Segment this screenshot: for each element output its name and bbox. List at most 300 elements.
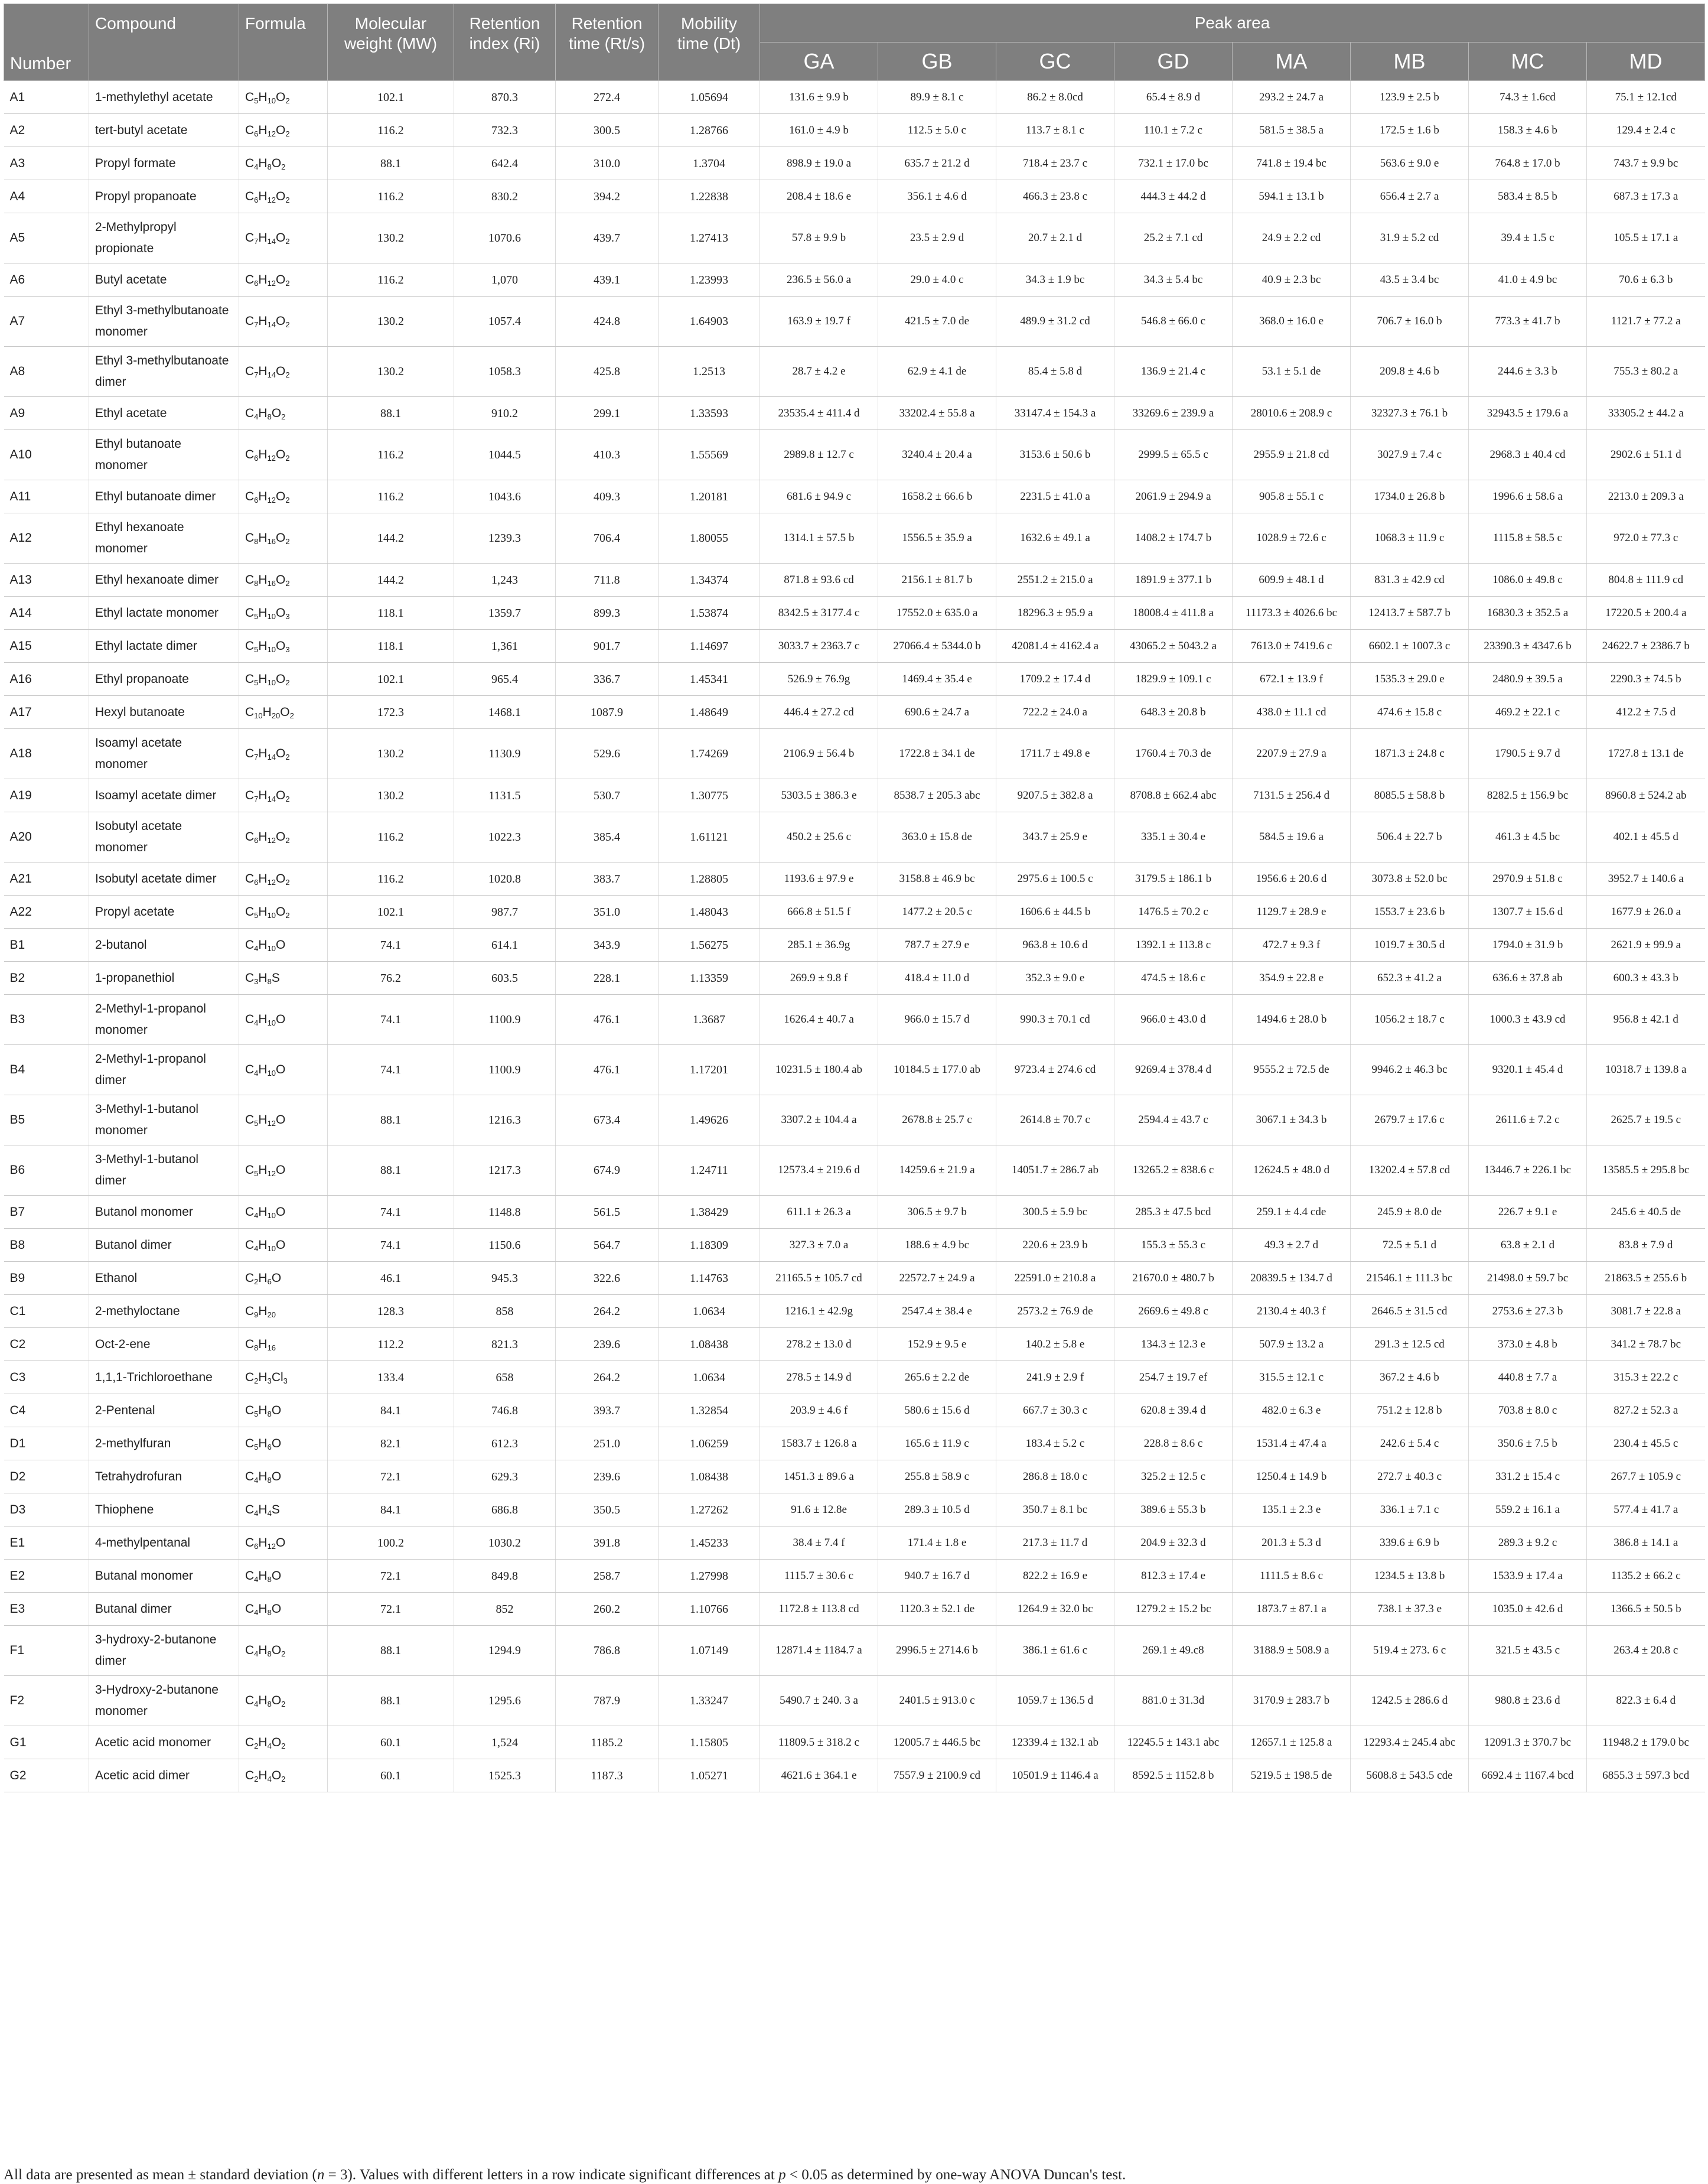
cell-dt: 1.07149 (659, 1626, 760, 1676)
cell-peak-gc: 1711.7 ± 49.8 e (996, 729, 1114, 779)
cell-peak-mb: 123.9 ± 2.5 b (1351, 81, 1469, 114)
cell-rt: 385.4 (556, 812, 659, 862)
cell-number: A22 (4, 896, 89, 929)
cell-rt: 711.8 (556, 564, 659, 597)
cell-peak-gb: 2996.5 ± 2714.6 b (878, 1626, 996, 1676)
cell-formula: $C_8H_{16}O_2$ (239, 513, 328, 564)
cell-peak-ga: 38.4 ± 7.4 f (760, 1526, 878, 1560)
cell-number: B5 (4, 1095, 89, 1145)
cell-formula: $C_6H_{12}O_2$ (239, 430, 328, 480)
cell-compound: Ethyl 3-methylbutanoate dimer (89, 347, 239, 397)
table-row (4, 180, 1705, 213)
cell-dt: 1.28766 (659, 114, 760, 147)
cell-peak-gd: 12245.5 ± 143.1 abc (1114, 1726, 1233, 1759)
cell-peak-gc: 9207.5 ± 382.8 a (996, 779, 1114, 812)
cell-peak-gb: 33202.4 ± 55.8 a (878, 397, 996, 430)
cell-ri: 1070.6 (454, 213, 556, 263)
cell-peak-gd: 1829.9 ± 109.1 c (1114, 663, 1233, 696)
cell-peak-gc: 718.4 ± 23.7 c (996, 147, 1114, 180)
cell-mw: 102.1 (328, 81, 454, 114)
cell-peak-ga: 208.4 ± 18.6 e (760, 180, 878, 213)
cell-peak-mb: 506.4 ± 22.7 b (1351, 812, 1469, 862)
cell-rt: 409.3 (556, 480, 659, 513)
cell-mw: 144.2 (328, 513, 454, 564)
table-row (4, 480, 1705, 513)
cell-peak-md: 24622.7 ± 2386.7 b (1587, 630, 1705, 663)
cell-peak-mc: 1533.9 ± 17.4 a (1469, 1560, 1587, 1593)
cell-peak-gc: 9723.4 ± 274.6 cd (996, 1045, 1114, 1095)
cell-peak-mb: 72.5 ± 5.1 d (1351, 1229, 1469, 1262)
cell-peak-mc: 158.3 ± 4.6 b (1469, 114, 1587, 147)
cell-peak-mc: 373.0 ± 4.8 b (1469, 1328, 1587, 1361)
cell-rt: 343.9 (556, 929, 659, 962)
cell-ri: 686.8 (454, 1493, 556, 1526)
cell-dt: 1.30775 (659, 779, 760, 812)
cell-peak-gc: 350.7 ± 8.1 bc (996, 1493, 1114, 1526)
cell-number: C3 (4, 1361, 89, 1394)
cell-dt: 1.13359 (659, 962, 760, 995)
cell-mw: 74.1 (328, 929, 454, 962)
cell-mw: 72.1 (328, 1460, 454, 1493)
cell-peak-gd: 474.5 ± 18.6 c (1114, 962, 1233, 995)
cell-number: D2 (4, 1460, 89, 1493)
cell-ri: 658 (454, 1361, 556, 1394)
cell-peak-ga: 12573.4 ± 219.6 d (760, 1145, 878, 1196)
cell-number: A15 (4, 630, 89, 663)
cell-peak-mc: 12091.3 ± 370.7 bc (1469, 1726, 1587, 1759)
table-row (4, 929, 1705, 962)
cell-compound: Ethyl butanoate monomer (89, 430, 239, 480)
cell-peak-ma: 2130.4 ± 40.3 f (1233, 1295, 1351, 1328)
cell-peak-ga: 681.6 ± 94.9 c (760, 480, 878, 513)
cell-dt: 1.48649 (659, 696, 760, 729)
cell-peak-ma: 584.5 ± 19.6 a (1233, 812, 1351, 862)
cell-dt: 1.27413 (659, 213, 760, 263)
table-row (4, 597, 1705, 630)
cell-dt: 1.55569 (659, 430, 760, 480)
cell-number: E1 (4, 1526, 89, 1560)
cell-peak-ma: 594.1 ± 13.1 b (1233, 180, 1351, 213)
cell-peak-gd: 285.3 ± 47.5 bcd (1114, 1196, 1233, 1229)
cell-compound: Propyl formate (89, 147, 239, 180)
cell-ri: 1022.3 (454, 812, 556, 862)
cell-number: F2 (4, 1676, 89, 1726)
header-mw: Molecular weight (MW) (328, 4, 454, 81)
table-row (4, 1045, 1705, 1095)
cell-peak-mb: 519.4 ± 273. 6 c (1351, 1626, 1469, 1676)
cell-peak-mc: 16830.3 ± 352.5 a (1469, 597, 1587, 630)
header-sample-mb: MB (1351, 43, 1469, 81)
cell-peak-gb: 3158.8 ± 46.9 bc (878, 862, 996, 896)
cell-number: A11 (4, 480, 89, 513)
cell-peak-md: 13585.5 ± 295.8 bc (1587, 1145, 1705, 1196)
cell-peak-ma: 12624.5 ± 48.0 d (1233, 1145, 1351, 1196)
cell-number: A3 (4, 147, 89, 180)
cell-mw: 88.1 (328, 1626, 454, 1676)
cell-rt: 476.1 (556, 1045, 659, 1095)
header-sample-gb: GB (878, 43, 996, 81)
cell-peak-mc: 350.6 ± 7.5 b (1469, 1427, 1587, 1460)
cell-peak-gd: 43065.2 ± 5043.2 a (1114, 630, 1233, 663)
cell-mw: 74.1 (328, 1045, 454, 1095)
cell-number: E2 (4, 1560, 89, 1593)
cell-peak-mc: 8282.5 ± 156.9 bc (1469, 779, 1587, 812)
cell-peak-ga: 3033.7 ± 2363.7 c (760, 630, 878, 663)
cell-ri: 1,524 (454, 1726, 556, 1759)
cell-peak-gc: 14051.7 ± 286.7 ab (996, 1145, 1114, 1196)
cell-rt: 391.8 (556, 1526, 659, 1560)
cell-peak-md: 822.3 ± 6.4 d (1587, 1676, 1705, 1726)
cell-peak-mb: 336.1 ± 7.1 c (1351, 1493, 1469, 1526)
cell-dt: 1.49626 (659, 1095, 760, 1145)
cell-rt: 901.7 (556, 630, 659, 663)
cell-peak-gd: 134.3 ± 12.3 e (1114, 1328, 1233, 1361)
table-row (4, 1626, 1705, 1676)
cell-mw: 118.1 (328, 597, 454, 630)
cell-peak-gd: 1476.5 ± 70.2 c (1114, 896, 1233, 929)
cell-compound: Butanol monomer (89, 1196, 239, 1229)
cell-peak-ma: 672.1 ± 13.9 f (1233, 663, 1351, 696)
cell-peak-gc: 1606.6 ± 44.5 b (996, 896, 1114, 929)
cell-peak-md: 33305.2 ± 44.2 a (1587, 397, 1705, 430)
cell-peak-mb: 656.4 ± 2.7 a (1351, 180, 1469, 213)
cell-rt: 351.0 (556, 896, 659, 929)
cell-peak-mb: 474.6 ± 15.8 c (1351, 696, 1469, 729)
cell-peak-gc: 343.7 ± 25.9 e (996, 812, 1114, 862)
table-row (4, 663, 1705, 696)
cell-peak-gd: 648.3 ± 20.8 b (1114, 696, 1233, 729)
table-row (4, 347, 1705, 397)
cell-peak-gd: 65.4 ± 8.9 d (1114, 81, 1233, 114)
cell-peak-gc: 489.9 ± 31.2 cd (996, 297, 1114, 347)
cell-mw: 60.1 (328, 1759, 454, 1792)
cell-peak-md: 386.8 ± 14.1 a (1587, 1526, 1705, 1560)
cell-peak-ga: 666.8 ± 51.5 f (760, 896, 878, 929)
cell-peak-gd: 966.0 ± 43.0 d (1114, 995, 1233, 1045)
cell-compound: Ethyl lactate dimer (89, 630, 239, 663)
cell-peak-gc: 386.1 ± 61.6 c (996, 1626, 1114, 1676)
cell-dt: 1.15805 (659, 1726, 760, 1759)
cell-peak-gd: 13265.2 ± 838.6 c (1114, 1145, 1233, 1196)
cell-dt: 1.10766 (659, 1593, 760, 1626)
table-row (4, 1145, 1705, 1196)
table-row (4, 1726, 1705, 1759)
cell-peak-md: 1677.9 ± 26.0 a (1587, 896, 1705, 929)
cell-ri: 1,070 (454, 263, 556, 297)
cell-peak-md: 402.1 ± 45.5 d (1587, 812, 1705, 862)
cell-peak-gb: 23.5 ± 2.9 d (878, 213, 996, 263)
cell-peak-md: 230.4 ± 45.5 c (1587, 1427, 1705, 1460)
cell-compound: 1-methylethyl acetate (89, 81, 239, 114)
cell-mw: 88.1 (328, 397, 454, 430)
cell-formula: $C_2H_3Cl_3$ (239, 1361, 328, 1394)
cell-number: A19 (4, 779, 89, 812)
cell-rt: 258.7 (556, 1560, 659, 1593)
cell-ri: 945.3 (454, 1262, 556, 1295)
cell-peak-mb: 31.9 ± 5.2 cd (1351, 213, 1469, 263)
cell-peak-ga: 236.5 ± 56.0 a (760, 263, 878, 297)
cell-formula: $C_4H_8O_2$ (239, 397, 328, 430)
cell-peak-mc: 23390.3 ± 4347.6 b (1469, 630, 1587, 663)
cell-peak-ga: 285.1 ± 36.9g (760, 929, 878, 962)
cell-number: B9 (4, 1262, 89, 1295)
cell-peak-gb: 17552.0 ± 635.0 a (878, 597, 996, 630)
cell-peak-mb: 751.2 ± 12.8 b (1351, 1394, 1469, 1427)
cell-formula: $C_2H_6O$ (239, 1262, 328, 1295)
cell-peak-ma: 5219.5 ± 198.5 de (1233, 1759, 1351, 1792)
cell-peak-mb: 272.7 ± 40.3 c (1351, 1460, 1469, 1493)
table-row (4, 995, 1705, 1045)
cell-peak-gb: 418.4 ± 11.0 d (878, 962, 996, 995)
cell-peak-ga: 871.8 ± 93.6 cd (760, 564, 878, 597)
cell-peak-ma: 1531.4 ± 47.4 a (1233, 1427, 1351, 1460)
cell-compound: Propyl acetate (89, 896, 239, 929)
cell-peak-ga: 163.9 ± 19.7 f (760, 297, 878, 347)
cell-peak-md: 105.5 ± 17.1 a (1587, 213, 1705, 263)
cell-peak-ma: 2207.9 ± 27.9 a (1233, 729, 1351, 779)
cell-peak-ga: 4621.6 ± 364.1 e (760, 1759, 878, 1792)
cell-peak-gb: 1477.2 ± 20.5 c (878, 896, 996, 929)
cell-compound: 3-Methyl-1-butanol monomer (89, 1095, 239, 1145)
cell-peak-mc: 244.6 ± 3.3 b (1469, 347, 1587, 397)
cell-peak-gc: 352.3 ± 9.0 e (996, 962, 1114, 995)
cell-peak-ma: 49.3 ± 2.7 d (1233, 1229, 1351, 1262)
table-row (4, 564, 1705, 597)
cell-peak-mb: 1234.5 ± 13.8 b (1351, 1560, 1469, 1593)
cell-ri: 852 (454, 1593, 556, 1626)
cell-number: A18 (4, 729, 89, 779)
cell-peak-ga: 450.2 ± 25.6 c (760, 812, 878, 862)
cell-peak-gb: 62.9 ± 4.1 de (878, 347, 996, 397)
table-row (4, 1493, 1705, 1526)
cell-peak-mb: 738.1 ± 37.3 e (1351, 1593, 1469, 1626)
header-peak-area: Peak area (760, 4, 1705, 43)
cell-formula: $C_3H_8S$ (239, 962, 328, 995)
cell-peak-gc: 1709.2 ± 17.4 d (996, 663, 1114, 696)
cell-peak-ma: 609.9 ± 48.1 d (1233, 564, 1351, 597)
cell-peak-mc: 32943.5 ± 179.6 a (1469, 397, 1587, 430)
cell-peak-md: 687.3 ± 17.3 a (1587, 180, 1705, 213)
cell-peak-gb: 265.6 ± 2.2 de (878, 1361, 996, 1394)
cell-mw: 100.2 (328, 1526, 454, 1560)
cell-rt: 264.2 (556, 1361, 659, 1394)
cell-peak-ga: 1583.7 ± 126.8 a (760, 1427, 878, 1460)
cell-peak-ma: 482.0 ± 6.3 e (1233, 1394, 1351, 1427)
cell-peak-gd: 335.1 ± 30.4 e (1114, 812, 1233, 862)
cell-peak-ga: 1172.8 ± 113.8 cd (760, 1593, 878, 1626)
cell-peak-mc: 1086.0 ± 49.8 c (1469, 564, 1587, 597)
table-row (4, 1676, 1705, 1726)
cell-peak-gd: 2594.4 ± 43.7 c (1114, 1095, 1233, 1145)
cell-mw: 88.1 (328, 1676, 454, 1726)
cell-number: C4 (4, 1394, 89, 1427)
cell-rt: 425.8 (556, 347, 659, 397)
cell-peak-mc: 2753.6 ± 27.3 b (1469, 1295, 1587, 1328)
cell-peak-gb: 3240.4 ± 20.4 a (878, 430, 996, 480)
cell-number: B6 (4, 1145, 89, 1196)
cell-peak-ga: 203.9 ± 4.6 f (760, 1394, 878, 1427)
cell-peak-ma: 507.9 ± 13.2 a (1233, 1328, 1351, 1361)
cell-compound: Acetic acid monomer (89, 1726, 239, 1759)
cell-mw: 88.1 (328, 1095, 454, 1145)
cell-formula: $C_2H_4O_2$ (239, 1726, 328, 1759)
cell-rt: 336.7 (556, 663, 659, 696)
cell-peak-gb: 255.8 ± 58.9 c (878, 1460, 996, 1493)
cell-rt: 1087.9 (556, 696, 659, 729)
cell-formula: $C_8H_{16}$ (239, 1328, 328, 1361)
cell-ri: 821.3 (454, 1328, 556, 1361)
cell-rt: 674.9 (556, 1145, 659, 1196)
cell-mw: 76.2 (328, 962, 454, 995)
cell-ri: 1020.8 (454, 862, 556, 896)
cell-ri: 1239.3 (454, 513, 556, 564)
cell-peak-md: 1135.2 ± 66.2 c (1587, 1560, 1705, 1593)
cell-peak-ma: 12657.1 ± 125.8 a (1233, 1726, 1351, 1759)
cell-rt: 899.3 (556, 597, 659, 630)
cell-dt: 1.0634 (659, 1295, 760, 1328)
cell-ri: 1217.3 (454, 1145, 556, 1196)
cell-dt: 1.17201 (659, 1045, 760, 1095)
cell-ri: 1058.3 (454, 347, 556, 397)
cell-dt: 1.64903 (659, 297, 760, 347)
cell-number: A16 (4, 663, 89, 696)
cell-compound: Ethyl hexanoate monomer (89, 513, 239, 564)
cell-peak-ga: 91.6 ± 12.8e (760, 1493, 878, 1526)
cell-peak-ga: 12871.4 ± 1184.7 a (760, 1626, 878, 1676)
cell-peak-md: 10318.7 ± 139.8 a (1587, 1045, 1705, 1095)
cell-compound: Isobutyl acetate monomer (89, 812, 239, 862)
cell-peak-gd: 2061.9 ± 294.9 a (1114, 480, 1233, 513)
cell-peak-ga: 11809.5 ± 318.2 c (760, 1726, 878, 1759)
cell-peak-gd: 1279.2 ± 15.2 bc (1114, 1593, 1233, 1626)
cell-dt: 1.38429 (659, 1196, 760, 1229)
cell-peak-ga: 57.8 ± 9.9 b (760, 213, 878, 263)
cell-dt: 1.48043 (659, 896, 760, 929)
cell-compound: Acetic acid dimer (89, 1759, 239, 1792)
cell-peak-md: 2290.3 ± 74.5 b (1587, 663, 1705, 696)
table-row (4, 1361, 1705, 1394)
cell-number: A4 (4, 180, 89, 213)
cell-number: A2 (4, 114, 89, 147)
cell-peak-gb: 1556.5 ± 35.9 a (878, 513, 996, 564)
cell-peak-gb: 1658.2 ± 66.6 b (878, 480, 996, 513)
cell-mw: 116.2 (328, 263, 454, 297)
cell-formula: $C_5H_{12}O$ (239, 1145, 328, 1196)
cell-mw: 130.2 (328, 779, 454, 812)
cell-peak-gd: 204.9 ± 32.3 d (1114, 1526, 1233, 1560)
cell-dt: 1.3687 (659, 995, 760, 1045)
cell-dt: 1.27998 (659, 1560, 760, 1593)
table-row (4, 729, 1705, 779)
cell-mw: 116.2 (328, 180, 454, 213)
cell-mw: 82.1 (328, 1427, 454, 1460)
cell-peak-mb: 209.8 ± 4.6 b (1351, 347, 1469, 397)
cell-rt: 439.7 (556, 213, 659, 263)
cell-mw: 116.2 (328, 862, 454, 896)
cell-ri: 612.3 (454, 1427, 556, 1460)
cell-peak-gc: 2614.8 ± 70.7 c (996, 1095, 1114, 1145)
cell-ri: 1030.2 (454, 1526, 556, 1560)
cell-rt: 564.7 (556, 1229, 659, 1262)
cell-peak-mc: 2611.6 ± 7.2 c (1469, 1095, 1587, 1145)
cell-compound: 2-Pentenal (89, 1394, 239, 1427)
cell-peak-md: 129.4 ± 2.4 c (1587, 114, 1705, 147)
cell-number: C1 (4, 1295, 89, 1328)
cell-peak-mb: 3073.8 ± 52.0 bc (1351, 862, 1469, 896)
cell-peak-mb: 2679.7 ± 17.6 c (1351, 1095, 1469, 1145)
cell-peak-gb: 27066.4 ± 5344.0 b (878, 630, 996, 663)
cell-number: A10 (4, 430, 89, 480)
cell-peak-ma: 2955.9 ± 21.8 cd (1233, 430, 1351, 480)
table-footnote: All data are presented as mean ± standard deviation (n = 3). Values with different letters in a row indicate significant differences at p < 0.05 as determined by one-way ANOVA Duncan's test. (4, 2167, 1126, 2183)
cell-ri: 987.7 (454, 896, 556, 929)
cell-peak-mc: 980.8 ± 23.6 d (1469, 1676, 1587, 1726)
cell-ri: 1057.4 (454, 297, 556, 347)
cell-peak-mc: 321.5 ± 43.5 c (1469, 1626, 1587, 1676)
cell-compound: 2-methyloctane (89, 1295, 239, 1328)
cell-compound: Ethanol (89, 1262, 239, 1295)
cell-peak-mb: 1553.7 ± 23.6 b (1351, 896, 1469, 929)
cell-mw: 118.1 (328, 630, 454, 663)
table-row (4, 1095, 1705, 1145)
cell-mw: 130.2 (328, 213, 454, 263)
cell-rt: 561.5 (556, 1196, 659, 1229)
cell-peak-gc: 1059.7 ± 136.5 d (996, 1676, 1114, 1726)
cell-peak-ma: 905.8 ± 55.1 c (1233, 480, 1351, 513)
cell-peak-ma: 1250.4 ± 14.9 b (1233, 1460, 1351, 1493)
cell-peak-gd: 18008.4 ± 411.8 a (1114, 597, 1233, 630)
cell-formula: $C_4H_8O_2$ (239, 147, 328, 180)
cell-peak-gd: 1408.2 ± 174.7 b (1114, 513, 1233, 564)
table-row (4, 1593, 1705, 1626)
cell-dt: 1.61121 (659, 812, 760, 862)
cell-dt: 1.14763 (659, 1262, 760, 1295)
cell-peak-md: 1366.5 ± 50.5 b (1587, 1593, 1705, 1626)
cell-peak-gb: 356.1 ± 4.6 d (878, 180, 996, 213)
table-row (4, 513, 1705, 564)
cell-peak-ma: 3067.1 ± 34.3 b (1233, 1095, 1351, 1145)
cell-peak-ga: 5490.7 ± 240. 3 a (760, 1676, 878, 1726)
table-row (4, 696, 1705, 729)
header-sample-gd: GD (1114, 43, 1233, 81)
header-number: Number (4, 4, 89, 81)
cell-peak-gd: 325.2 ± 12.5 c (1114, 1460, 1233, 1493)
cell-compound: Ethyl 3-methylbutanoate monomer (89, 297, 239, 347)
cell-formula: $C_9H_{20}$ (239, 1295, 328, 1328)
cell-peak-gc: 183.4 ± 5.2 c (996, 1427, 1114, 1460)
cell-compound: 2-butanol (89, 929, 239, 962)
cell-peak-ma: 581.5 ± 38.5 a (1233, 114, 1351, 147)
table-row (4, 1262, 1705, 1295)
table-row (4, 630, 1705, 663)
cell-peak-md: 804.8 ± 111.9 cd (1587, 564, 1705, 597)
cell-peak-gc: 722.2 ± 24.0 a (996, 696, 1114, 729)
cell-peak-gc: 86.2 ± 8.0cd (996, 81, 1114, 114)
cell-compound: Isoamyl acetate monomer (89, 729, 239, 779)
cell-peak-gb: 1469.4 ± 35.4 e (878, 663, 996, 696)
table-body (4, 81, 1705, 1792)
cell-peak-mc: 559.2 ± 16.1 a (1469, 1493, 1587, 1526)
cell-peak-ga: 526.9 ± 76.9g (760, 663, 878, 696)
cell-peak-md: 577.4 ± 41.7 a (1587, 1493, 1705, 1526)
cell-formula: $C_4H_{10}O$ (239, 1045, 328, 1095)
cell-peak-mb: 13202.4 ± 57.8 cd (1351, 1145, 1469, 1196)
cell-peak-ma: 135.1 ± 2.3 e (1233, 1493, 1351, 1526)
cell-peak-mb: 8085.5 ± 58.8 b (1351, 779, 1469, 812)
cell-peak-gd: 110.1 ± 7.2 c (1114, 114, 1233, 147)
table-row (4, 263, 1705, 297)
cell-ri: 1359.7 (454, 597, 556, 630)
